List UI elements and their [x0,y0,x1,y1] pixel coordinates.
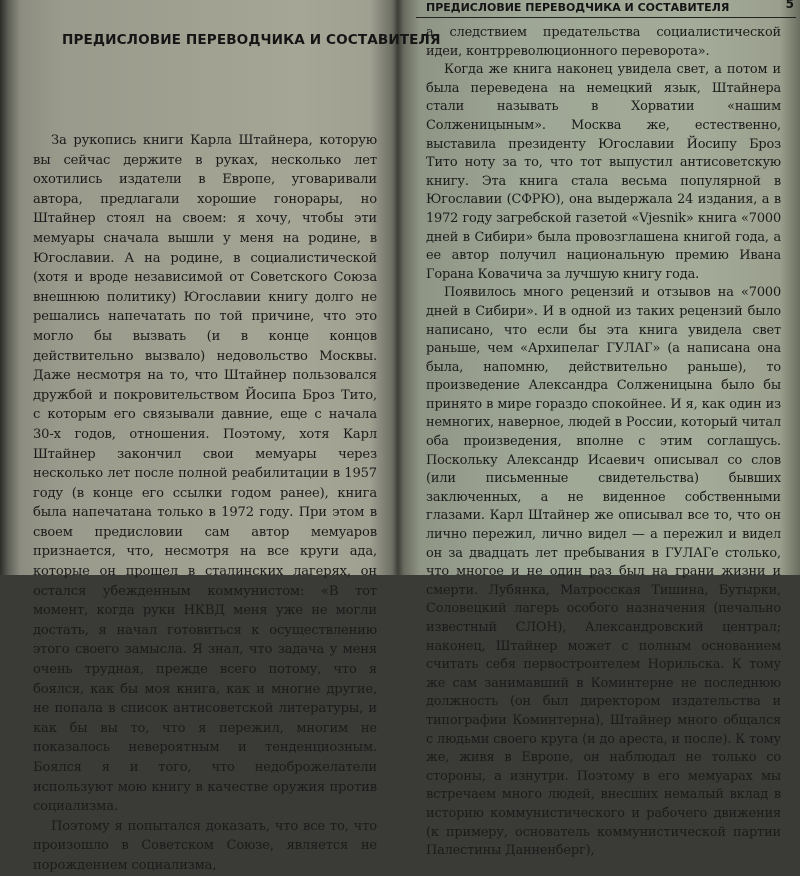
paragraph: Когда же книга наконец увидела свет, а потом и была переведена на немецкий язык, Штайнера стали называть в Хорватии «нашим Солженицыным». Москва же, естественно, выставила президенту Югославии Йосипу Броз Тито ноту за то, что тот выпустил антисоветскую книгу. Эта книга стала весьма популярной в Югославии (СФРЮ), она выдержала 24 издания, а в 1972 году загребской газетой «Vjesnik» книга «7000 дней в Сибири» была провозглашена книгой года, а ее автор получил национальную премию Ивана Горана Ковачича за лучшую книгу года. [426,62,781,282]
left-page-body [33,131,377,876]
paragraph: а следствием предательства социалистической идеи, контрреволюционного переворота». [426,25,781,59]
paragraph: Появилось много рецензий и отзывов на «7000 дней в Сибири». И в одной из таких рецензий было написано, что если бы эта книга увидела свет раньше, чем «Архипелаг ГУЛАГ» (а написана она была, напомню, действительно раньше), то произведение Александра Солженицына было бы принято в мире гораздо спокойнее. И я, как один из немногих, наверное, людей в России, который читал оба произведения, вполне с этим соглашусь. Поскольку Александр Исаевич описывал со слов (или письменные свидетельства) бывших заключенных, а не виденное собственными глазами. Карл Штайнер же описывал все то, что он лично пережил, лично видел — а пережил и видел он за двадцать лет пребывания в ГУЛАГе столько, что многое и не один раз был на грани жизни и смерти. Лубянка, Матросская Тишина, Бутырки, Соловецкий лагерь особого назначения (печально известный СЛОН), Александровский централ; наконец, Штайнер может с полным основанием считать себя первостроителем Норильска. К тому же сам занимавший в Коминтерне не последнюю должность (он был директором издательства и типографии Коминтерна), Штайнер много общался с людьми своего круга (и до ареста, и после). К тому же, живя в Европе, он наблюдал не только со стороны, а изнутри. Поэтому в его мемуарах мы встречаем много людей, внесших немалый вклад в историю коммунистического и рабочего движения (к примеру, основатель коммунистической партии Палестины Данненберг), [426,285,781,859]
right-page-body [426,24,781,861]
right-page [402,0,800,859]
running-header [416,0,796,18]
page-number: 5 [785,0,794,11]
paragraph: За рукопись книги Карла Штайнера, которую вы сейчас держите в руках, несколько лет охотились издатели в Европе, уговаривали автора, предлагали хорошие гонорары, но Штайнер стоял на своем: я хочу, чтобы эти мемуары сначала вышли у меня на родине, в Югославии. А на родине, в социалистической (хотя и вроде независимой от Советского Союза внешнюю политику) Югославии книгу долго не решались напечатать по той причине, что это могло бы вызвать (и в конце концов действительно вызвало) недовольство Москвы. Даже несмотря на то, что Штайнер пользовался дружбой и покровительством Йосипа Броз Тито, с которым его связывали давние, еще с начала 30-х годов, отношения. Поэтому, хотя Карл Штайнер закончил свои мемуары через несколько лет после полной реабилитации в 1957 году (в конце его ссылки годом ранее), книга была напечатана только в 1972 году. При этом в своем предисловии сам автор мемуаров признается, что, несмотря на все круги ада, которые он прошел в сталинских лагерях, он остался убежденным коммунистом: «В тот момент, когда руки НКВД меня уже не могли достать, я начал готовиться к осуществлению этого своего замысла. Я знал, что задача у меня очень трудная, прежде всего потому, что я боялся, как бы моя книга, как и многие другие, не попала в список антисоветской литературы, и как бы вы то, что я пережил, многим не показалось невероятным и тенденциозным. Боялся я и того, что недоброжелатели используют мою книгу в качестве оружия против социализма. [33,133,377,815]
paragraph: Поэтому я попытался доказать, что все то, что произошло в Советском Союзе, является не порождением социализма, [33,818,377,873]
running-header-title: ПРЕДИСЛОВИЕ ПЕРЕВОДЧИКА И СОСТАВИТЕЛЯ [426,1,730,14]
chapter-title: ПРЕДИСЛОВИЕ ПЕРЕВОДЧИКА И СОСТАВИТЕЛЯ [62,32,441,48]
